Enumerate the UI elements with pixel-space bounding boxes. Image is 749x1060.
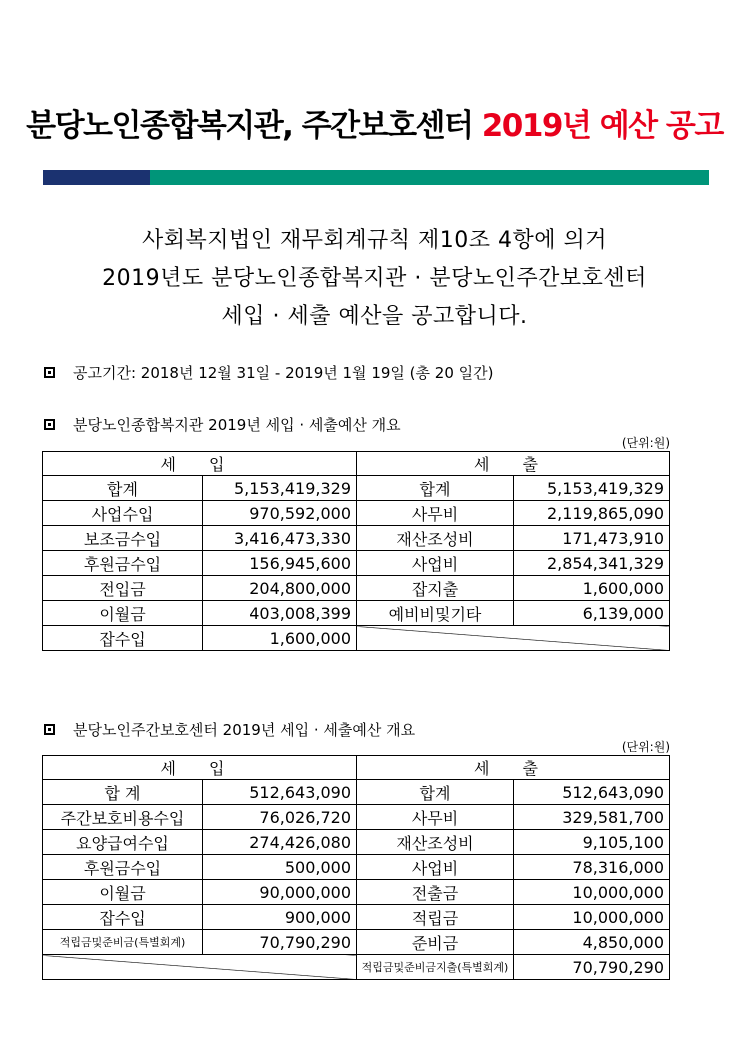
income-label: 합 계	[43, 780, 203, 805]
expense-amount: 78,316,000	[514, 855, 670, 880]
intro-text	[0, 222, 749, 336]
income-label: 적립금및준비금(특별회계)	[43, 930, 203, 955]
table-row	[43, 601, 670, 626]
income-amount: 3,416,473,330	[203, 526, 357, 551]
table-row	[43, 780, 670, 805]
intro-line-3: 세입 · 세출 예산을 공고합니다.	[221, 304, 528, 329]
expense-label: 사무비	[357, 805, 514, 830]
table-row	[43, 855, 670, 880]
income-amount: 204,800,000	[203, 576, 357, 601]
intro-line-1: 사회복지법인 재무회계규칙 제10조 4항에 의거	[141, 228, 607, 253]
expense-label: 합계	[357, 780, 514, 805]
expense-amount: 6,139,000	[514, 601, 670, 626]
expense-label: 적립금	[357, 905, 514, 930]
section2-budget-table	[42, 755, 670, 980]
expense-label: 사업비	[357, 551, 514, 576]
section1-unit: (단위:원)	[621, 436, 670, 450]
table-row	[43, 526, 670, 551]
expense-label: 잡지출	[357, 576, 514, 601]
expense-label: 합계	[357, 476, 514, 501]
expense-label: 재산조성비	[357, 830, 514, 855]
expense-label: 사무비	[357, 501, 514, 526]
expense-amount: 10,000,000	[514, 880, 670, 905]
expense-amount: 5,153,419,329	[514, 476, 670, 501]
table-row	[43, 905, 670, 930]
page-title	[0, 100, 749, 145]
notice-period-text: 공고기간: 2018년 12월 31일 - 2019년 1월 19일 (총 20 일간)	[73, 364, 494, 382]
income-amount: 900,000	[203, 905, 357, 930]
empty-diagonal-cell	[357, 626, 670, 651]
expense-amount: 1,600,000	[514, 576, 670, 601]
income-amount: 70,790,290	[203, 930, 357, 955]
income-amount: 512,643,090	[203, 780, 357, 805]
income-amount: 156,945,600	[203, 551, 357, 576]
income-amount: 90,000,000	[203, 880, 357, 905]
square-bullet-icon	[44, 419, 55, 430]
expense-label: 전출금	[357, 880, 514, 905]
expense-amount: 329,581,700	[514, 805, 670, 830]
income-label: 후원금수입	[43, 551, 203, 576]
expense-amount: 9,105,100	[514, 830, 670, 855]
expense-label: 재산조성비	[357, 526, 514, 551]
section1-budget-table	[42, 451, 670, 651]
expense-amount: 2,119,865,090	[514, 501, 670, 526]
income-amount: 970,592,000	[203, 501, 357, 526]
expense-header: 세 출	[357, 452, 670, 476]
table-header-row	[43, 452, 670, 476]
table-row	[43, 805, 670, 830]
income-label: 전입금	[43, 576, 203, 601]
expense-amount: 70,790,290	[514, 955, 670, 980]
table-header-row	[43, 756, 670, 780]
table-row	[43, 955, 670, 980]
intro-line-2: 2019년도 분당노인종합복지관 · 분당노인주간보호센터	[102, 266, 647, 291]
table-row	[43, 930, 670, 955]
expense-amount: 171,473,910	[514, 526, 670, 551]
section2-heading	[44, 719, 415, 740]
expense-label: 적립금및준비금지출(특별회계)	[357, 955, 514, 980]
expense-header: 세 출	[357, 756, 670, 780]
income-amount: 1,600,000	[203, 626, 357, 651]
income-header: 세 입	[43, 452, 357, 476]
table-row	[43, 501, 670, 526]
income-label: 잡수입	[43, 905, 203, 930]
table-row	[43, 576, 670, 601]
income-amount: 5,153,419,329	[203, 476, 357, 501]
income-amount: 403,008,399	[203, 601, 357, 626]
income-label: 보조금수입	[43, 526, 203, 551]
expense-label: 준비금	[357, 930, 514, 955]
title-underline-dark	[43, 170, 150, 185]
expense-label: 사업비	[357, 855, 514, 880]
section1-heading	[44, 414, 401, 435]
table-row	[43, 476, 670, 501]
income-label: 주간보호비용수입	[43, 805, 203, 830]
expense-label: 예비비및기타	[357, 601, 514, 626]
notice-period	[44, 362, 493, 383]
expense-amount: 10,000,000	[514, 905, 670, 930]
income-header: 세 입	[43, 756, 357, 780]
empty-diagonal-cell	[43, 955, 357, 980]
income-label: 이월금	[43, 880, 203, 905]
income-amount: 500,000	[203, 855, 357, 880]
income-label: 후원금수입	[43, 855, 203, 880]
square-bullet-icon	[44, 367, 55, 378]
section1-heading-text: 분당노인종합복지관 2019년 세입 · 세출예산 개요	[73, 416, 401, 434]
income-amount: 274,426,080	[203, 830, 357, 855]
table-row	[43, 830, 670, 855]
table-row	[43, 880, 670, 905]
expense-amount: 4,850,000	[514, 930, 670, 955]
section2-heading-text: 분당노인주간보호센터 2019년 세입 · 세출예산 개요	[73, 721, 416, 739]
expense-amount: 2,854,341,329	[514, 551, 670, 576]
square-bullet-icon	[44, 724, 55, 735]
title-underline-teal	[150, 170, 709, 185]
title-highlight: 2019년 예산 공고	[481, 108, 723, 144]
title-main: 분당노인종합복지관, 주간보호센터	[26, 108, 473, 144]
table-row	[43, 551, 670, 576]
income-label: 잡수입	[43, 626, 203, 651]
income-label: 사업수입	[43, 501, 203, 526]
income-label: 합계	[43, 476, 203, 501]
expense-amount: 512,643,090	[514, 780, 670, 805]
section2-unit: (단위:원)	[621, 740, 670, 754]
income-label: 요양급여수입	[43, 830, 203, 855]
table-row	[43, 626, 670, 651]
income-label: 이월금	[43, 601, 203, 626]
income-amount: 76,026,720	[203, 805, 357, 830]
